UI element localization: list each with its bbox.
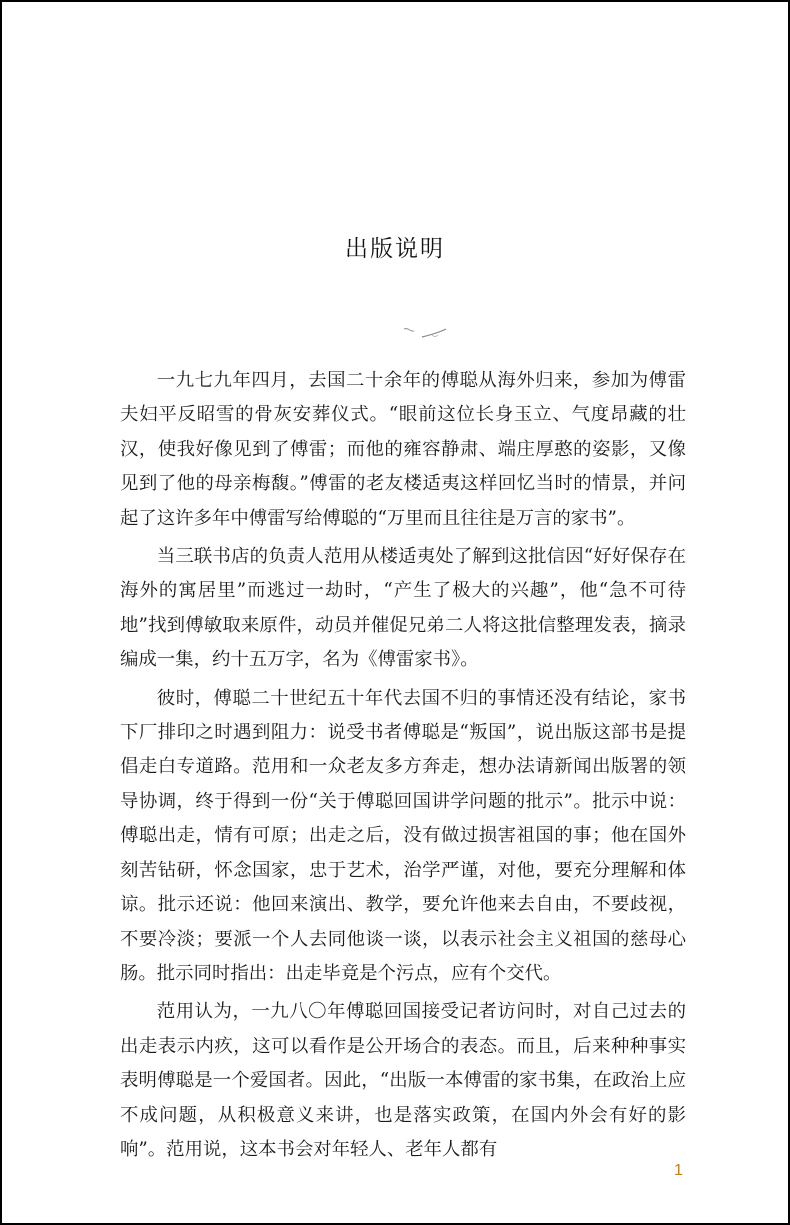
paragraph: 彼时，傅聪二十世纪五十年代去国不归的事情还没有结论，家书下厂排印之时遇到阻力：说受书者傅聪是“叛国”，说出版这部书是提倡走白专道路。范用和一众老友多方奔走，想办法请新闻出版署的领导协调，终于得到一份“关于傅聪回国讲学问题的批示”。批示中说：傅聪出走，情有可原；出走之后，没有做过损害祖国的事；他在国外刻苦钻研，怀念国家，忠于艺术，治学严谨，对他，要充分理解和体谅。批示还说：他回来演出、教学，要允许他来去自由，不要歧视，不要冷淡；要派一个人去同他谈一谈，以表示社会主义祖国的慈母心肠。批示同时指出：出走毕竟是个污点，应有个交代。	[120, 687, 686, 984]
paragraph: 当三联书店的负责人范用从楼适夷处了解到这批信因“好好保存在海外的寓居里”而逃过一劫时，“产生了极大的兴趣”，他“急不可待地”找到傅敏取来原件，动员并催促兄弟二人将这批信整理发表，摘录编成一集，约十五万字，名为《傅雷家书》。	[120, 546, 686, 671]
page-number: 1	[674, 1162, 683, 1179]
page-title: 出版说明	[345, 236, 445, 262]
decorative-flourish-icon	[402, 323, 452, 341]
paragraph: 一九七九年四月，去国二十余年的傅聪从海外归来，参加为傅雷夫妇平反昭雪的骨灰安葬仪式。“眼前这位长身玉立、气度昂藏的壮汉，使我好像见到了傅雷；而他的雍容静肃、端庄厚憨的姿影，又像见到了他的母亲梅馥。”傅雷的老友楼适夷这样回忆当时的情景，并问起了这许多年中傅雷写给傅聪的“万里而且往往是万言的家书”。	[120, 370, 686, 529]
paragraph: 范用认为，一九八〇年傅聪回国接受记者访问时，对自己过去的出走表示内疚，这可以看作是公开场合的表态。而且，后来种种事实表明傅聪是一个爱国者。因此，“出版一本傅雷的家书集，在政治上应不成问题，从积极意义来讲，也是落实政策，在国内外会有好的影响”。范用说，这本书会对年轻人、老年人都有	[120, 1001, 686, 1160]
body-text	[120, 364, 686, 1171]
